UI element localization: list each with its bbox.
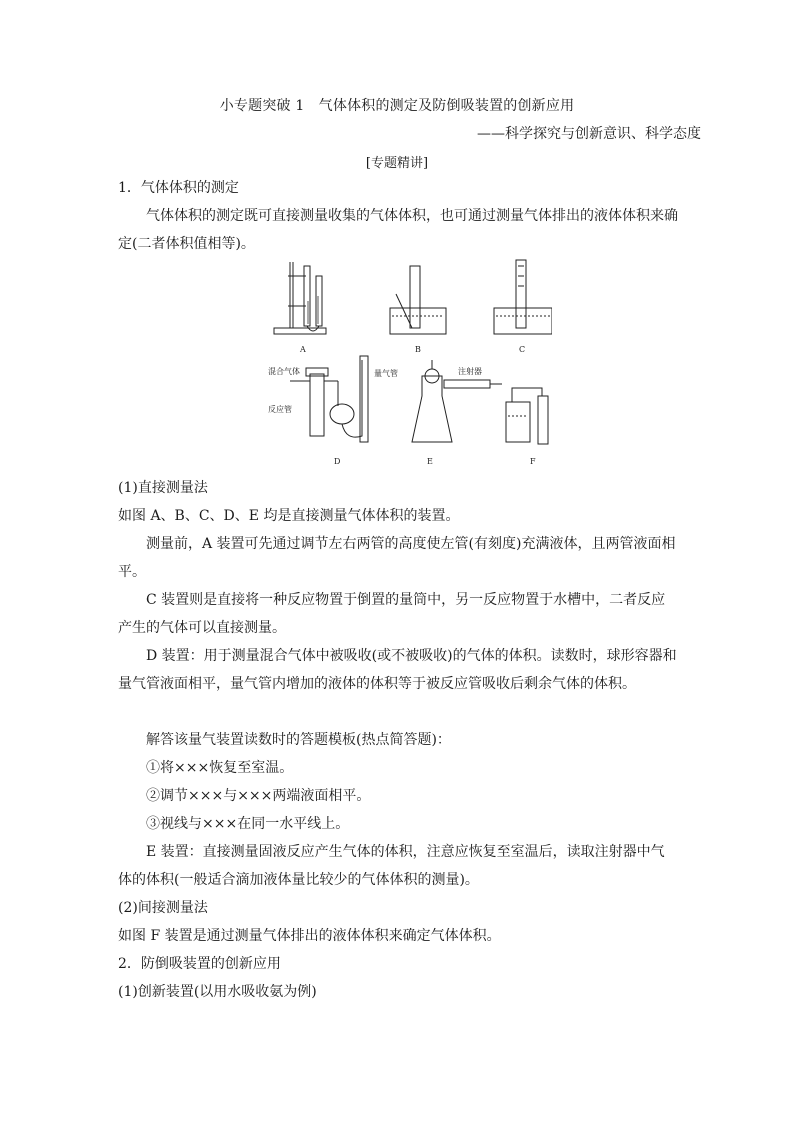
section-tag: [专题精讲] — [365, 156, 429, 171]
label-f: F — [530, 457, 536, 466]
label-gas-tube: 量气管 — [374, 369, 398, 378]
label-e: E — [427, 457, 433, 466]
direct-p6: E 装置：直接测量固液反应产生气体的体积，注意应恢复至室温后，读取注射器中气体的体积(一般适合滴加液体量比较少的气体体积的测量)。 — [118, 844, 665, 888]
label-c: C — [519, 345, 526, 354]
label-mixed-gas: 混合气体 — [268, 367, 300, 376]
page-subtitle: ——科学探究与创新意识、科学态度 — [477, 126, 701, 142]
label-syringe: 注射器 — [458, 367, 482, 376]
apparatus-figure — [262, 256, 552, 472]
template-step-2: ②调节×××与×××两端液面相平。 — [146, 788, 371, 804]
indirect-heading: (2)间接测量法 — [118, 900, 208, 916]
direct-heading: (1)直接测量法 — [118, 480, 208, 496]
label-b: B — [415, 345, 421, 354]
label-reaction-tube: 反应管 — [268, 405, 292, 414]
label-d: D — [334, 457, 341, 466]
apparatus-b — [390, 266, 446, 334]
direct-p4: D 装置：用于测量混合气体中被吸收(或不被吸收)的气体的体积。读数时，球形容器和量气管液面相平，量气管内增加的液体的体积等于被反应管吸收后剩余气体的体积。 — [118, 648, 677, 692]
direct-p1: 如图 A、B、C、D、E 均是直接测量气体体积的装置。 — [118, 508, 460, 524]
direct-p5: 解答该量气装置读数时的答题模板(热点简答题)： — [146, 732, 451, 748]
label-a: A — [300, 345, 306, 354]
apparatus-f — [506, 388, 548, 444]
section2-heading: 2．防倒吸装置的创新应用 — [118, 956, 281, 972]
apparatus-d — [290, 356, 368, 442]
section2-sub: (1)创新装置(以用水吸收氨为例) — [118, 984, 317, 1000]
apparatus-e — [412, 360, 502, 442]
direct-p2: 测量前，A 装置可先通过调节左右两管的高度使左管(有刻度)充满液体，且两管液面相平。 — [118, 536, 676, 580]
section1-intro: 气体体积的测定既可直接测量收集的气体体积，也可通过测量气体排出的液体体积来确定(二者体积值相等)。 — [118, 208, 678, 252]
section1-heading: 1．气体体积的测定 — [118, 180, 239, 196]
page-title: 小专题突破 1 气体体积的测定及防倒吸装置的创新应用 — [219, 98, 575, 114]
apparatus-c — [494, 260, 552, 334]
template-step-1: ①将×××恢复至室温。 — [146, 760, 294, 776]
apparatus-a — [274, 262, 326, 334]
template-step-3: ③视线与×××在同一水平线上。 — [146, 816, 350, 832]
indirect-p1: 如图 F 装置是通过测量气体排出的液体体积来确定气体体积。 — [118, 928, 501, 944]
direct-p3: C 装置则是直接将一种反应物置于倒置的量筒中，另一反应物置于水槽中，二者反应产生的气体可以直接测量。 — [118, 592, 666, 636]
